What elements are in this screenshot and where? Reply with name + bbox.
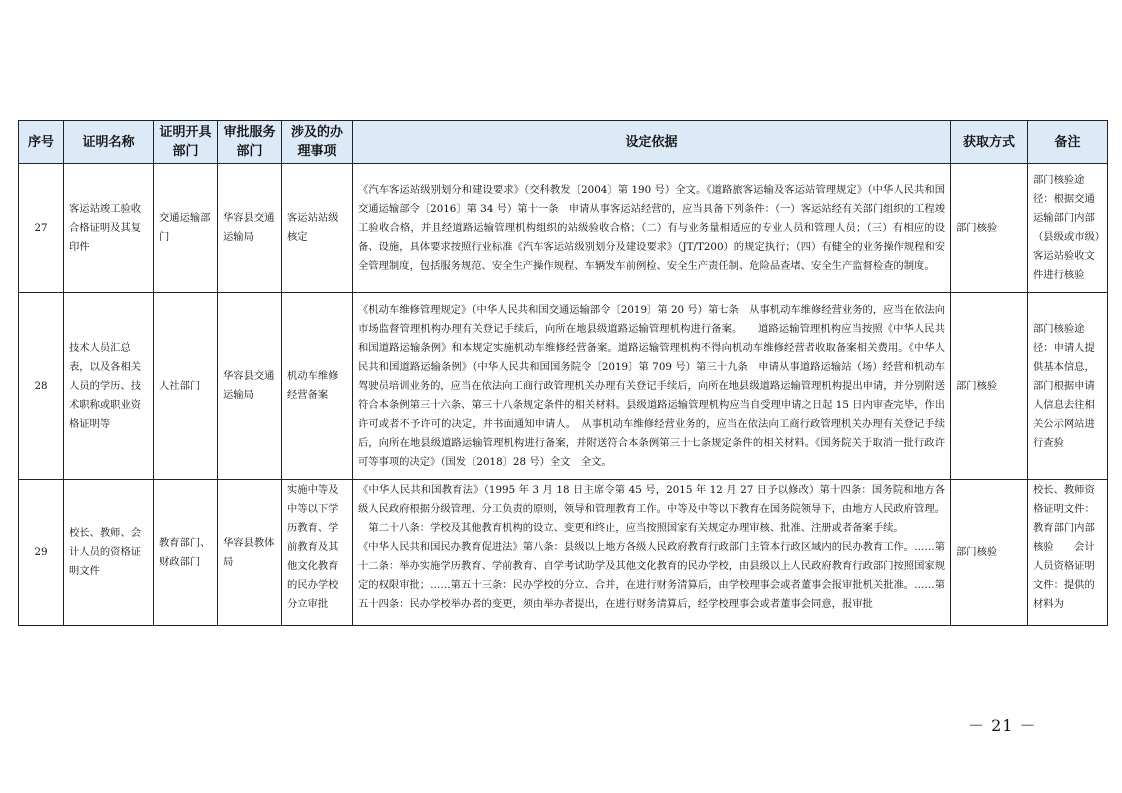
remarks-text: 校长、教师资格证明文件：教育部门内部核验 会计人员资格证明文件：提供的材料为 <box>1033 483 1095 610</box>
acquisition-method: 部门核验 <box>951 293 1028 480</box>
acquisition-method: 部门核验 <box>951 480 1028 626</box>
issuing-department: 人社部门 <box>154 293 218 480</box>
header-name: 证明名称 <box>64 121 154 164</box>
row-number: 29 <box>19 480 64 626</box>
table-row <box>19 480 1108 626</box>
certificate-name: 客运站竣工验收合格证明及其复印件 <box>64 164 154 293</box>
acquisition-method: 部门核验 <box>951 164 1028 293</box>
row-number: 28 <box>19 293 64 480</box>
related-matter: 机动车维修经营备案 <box>282 293 353 480</box>
certificate-name: 校长、教师、会计人员的资格证明文件 <box>64 480 154 626</box>
table-row <box>19 164 1108 293</box>
issuing-department: 交通运输部门 <box>154 164 218 293</box>
legal-basis-paragraph: 《中华人民共和国教育法》（1995 年 3 月 18 日主席令第 45 号，2015 年 12 月 27 日予以修改）第十四条：国务院和地方各级人民政府根据分级管理、分工负责的原则，领导和管理教育工作。中等及中等以下教育在国务院领导下，由地方人民政府管理。 <box>358 483 945 515</box>
legal-basis-paragraph: 《汽车客运站级别划分和建设要求》（交科教发〔2004〕第 190 号）全文。《道路旅客运输及客运站管理规定》（中华人民共和国交通运输部令〔2016〕第 34 号）第十一条 申请从事客运站经营的，应当具备下列条件：（一）客运站经有关部门组织的工程竣工验收合格，并且经道路运输管理机构组织的站级验收合格；（二）有与业务量相适应的专业人员和管理人员；（三）有相应的设备、设施，具体要求按照行业标准《汽车客运站级别划分及建设要求》（JT/T200）的规定执行；（四）有健全的业务操作规程和安全管理制度，包括服务规范、安全生产操作规程、车辆发车前例检、安全生产责任制、危险品查堵、安全生产监督检查的制度。 <box>358 183 945 272</box>
header-row <box>19 121 1108 164</box>
certificate-name: 技术人员汇总表，以及各相关人员的学历、技术职称或职业资格证明等 <box>64 293 154 480</box>
certificate-table <box>18 120 1108 626</box>
legal-basis-paragraph: 《机动车维修管理规定》（中华人民共和国交通运输部令〔2019〕第 20 号）第七条 从事机动车维修经营业务的，应当在依法向市场监督管理机构办理有关登记手续后，向所在地县级道路运输管理机构进行备案。 道路运输管理机构应当按照《中华人民共和国道路运输条例》和本规定实施机动车维修经营备案。道路运输管理机构不得向机动车维修经营者收取备案相关费用。《中华人民共和国道路运输条例》（中华人民共和国国务院令〔2019〕第 709 号）第三十九条 申请从事道路运输站（场）经营和机动车驾驶员培训业务的，应当在依法向工商行政管理机关办理有关登记手续后，向所在地县级道路运输管理机构提出申请，并分别附送符合本条例第三十六条、第三十八条规定条件的相关材料。县级道路运输管理机构应当自受理申请之日起 15 日内审查完毕，作出许可或者不予许可的决定，并书面通知申请人。 从事机动车维修经营业务的，应当在依法向工商行政管理机关办理有关登记手续后，向所在地县级道路运输管理机构进行备案，并附送符合本条例第三十七条规定条件的相关材料。《国务院关于取消一批行政许可等事项的决定》（国发〔2018〕28 号）全文 全文。 <box>358 303 945 468</box>
header-approver: 审批服务部门 <box>218 121 282 164</box>
related-matter <box>282 480 353 626</box>
header-matter: 涉及的办理事项 <box>282 121 353 164</box>
header-no: 序号 <box>19 121 64 164</box>
remarks: 部门核验途径：申请人提供基本信息，部门根据申请人信息去往相关公示网站进行查验 <box>1028 293 1108 480</box>
approving-department: 华容县交通运输局 <box>218 164 282 293</box>
remarks: 部门核验途径：根据交通运输部门内部（县级或市级）客运站验收文件进行核验 <box>1028 164 1108 293</box>
legal-basis <box>353 480 951 626</box>
approving-department: 华容县教体局 <box>218 480 282 626</box>
legal-basis-paragraph: 《中华人民共和国民办教育促进法》第八条：县级以上地方各级人民政府教育行政部门主管本行政区域内的民办教育工作。……第十二条：举办实施学历教育、学前教育、自学考试助学及其他文化教育的民办学校，由县级以上人民政府教育行政部门按照国家规定的权限审批；……第五十三条：民办学校的分立、合并，在进行财务清算后，由学校理事会或者董事会报审批机关批准。……第五十四条：民办学校举办者的变更，须由举办者提出，在进行财务清算后，经学校理事会或者董事会同意，报审批 <box>358 540 945 610</box>
header-method: 获取方式 <box>951 121 1028 164</box>
remarks <box>1028 480 1108 626</box>
legal-basis <box>353 164 951 293</box>
related-matter-text: 实施中等及中等以下学历教育、学前教育及其他文化教育的民办学校分立审批 <box>287 483 339 610</box>
legal-basis-clip <box>358 481 945 625</box>
legal-basis-paragraph: 第二十八条：学校及其他教育机构的设立、变更和终止，应当按照国家有关规定办理审核、批准、注册或者备案手续。 <box>358 521 904 534</box>
table-row <box>19 293 1108 480</box>
header-issuer: 证明开具部门 <box>154 121 218 164</box>
issuing-department: 教育部门、财政部门 <box>154 480 218 626</box>
page-number: － 21 － <box>968 716 1037 735</box>
approving-department: 华容县交通运输局 <box>218 293 282 480</box>
related-matter: 客运站站级核定 <box>282 164 353 293</box>
header-basis: 设定依据 <box>353 121 951 164</box>
row-number: 27 <box>19 164 64 293</box>
header-note: 备注 <box>1028 121 1108 164</box>
legal-basis <box>353 293 951 480</box>
